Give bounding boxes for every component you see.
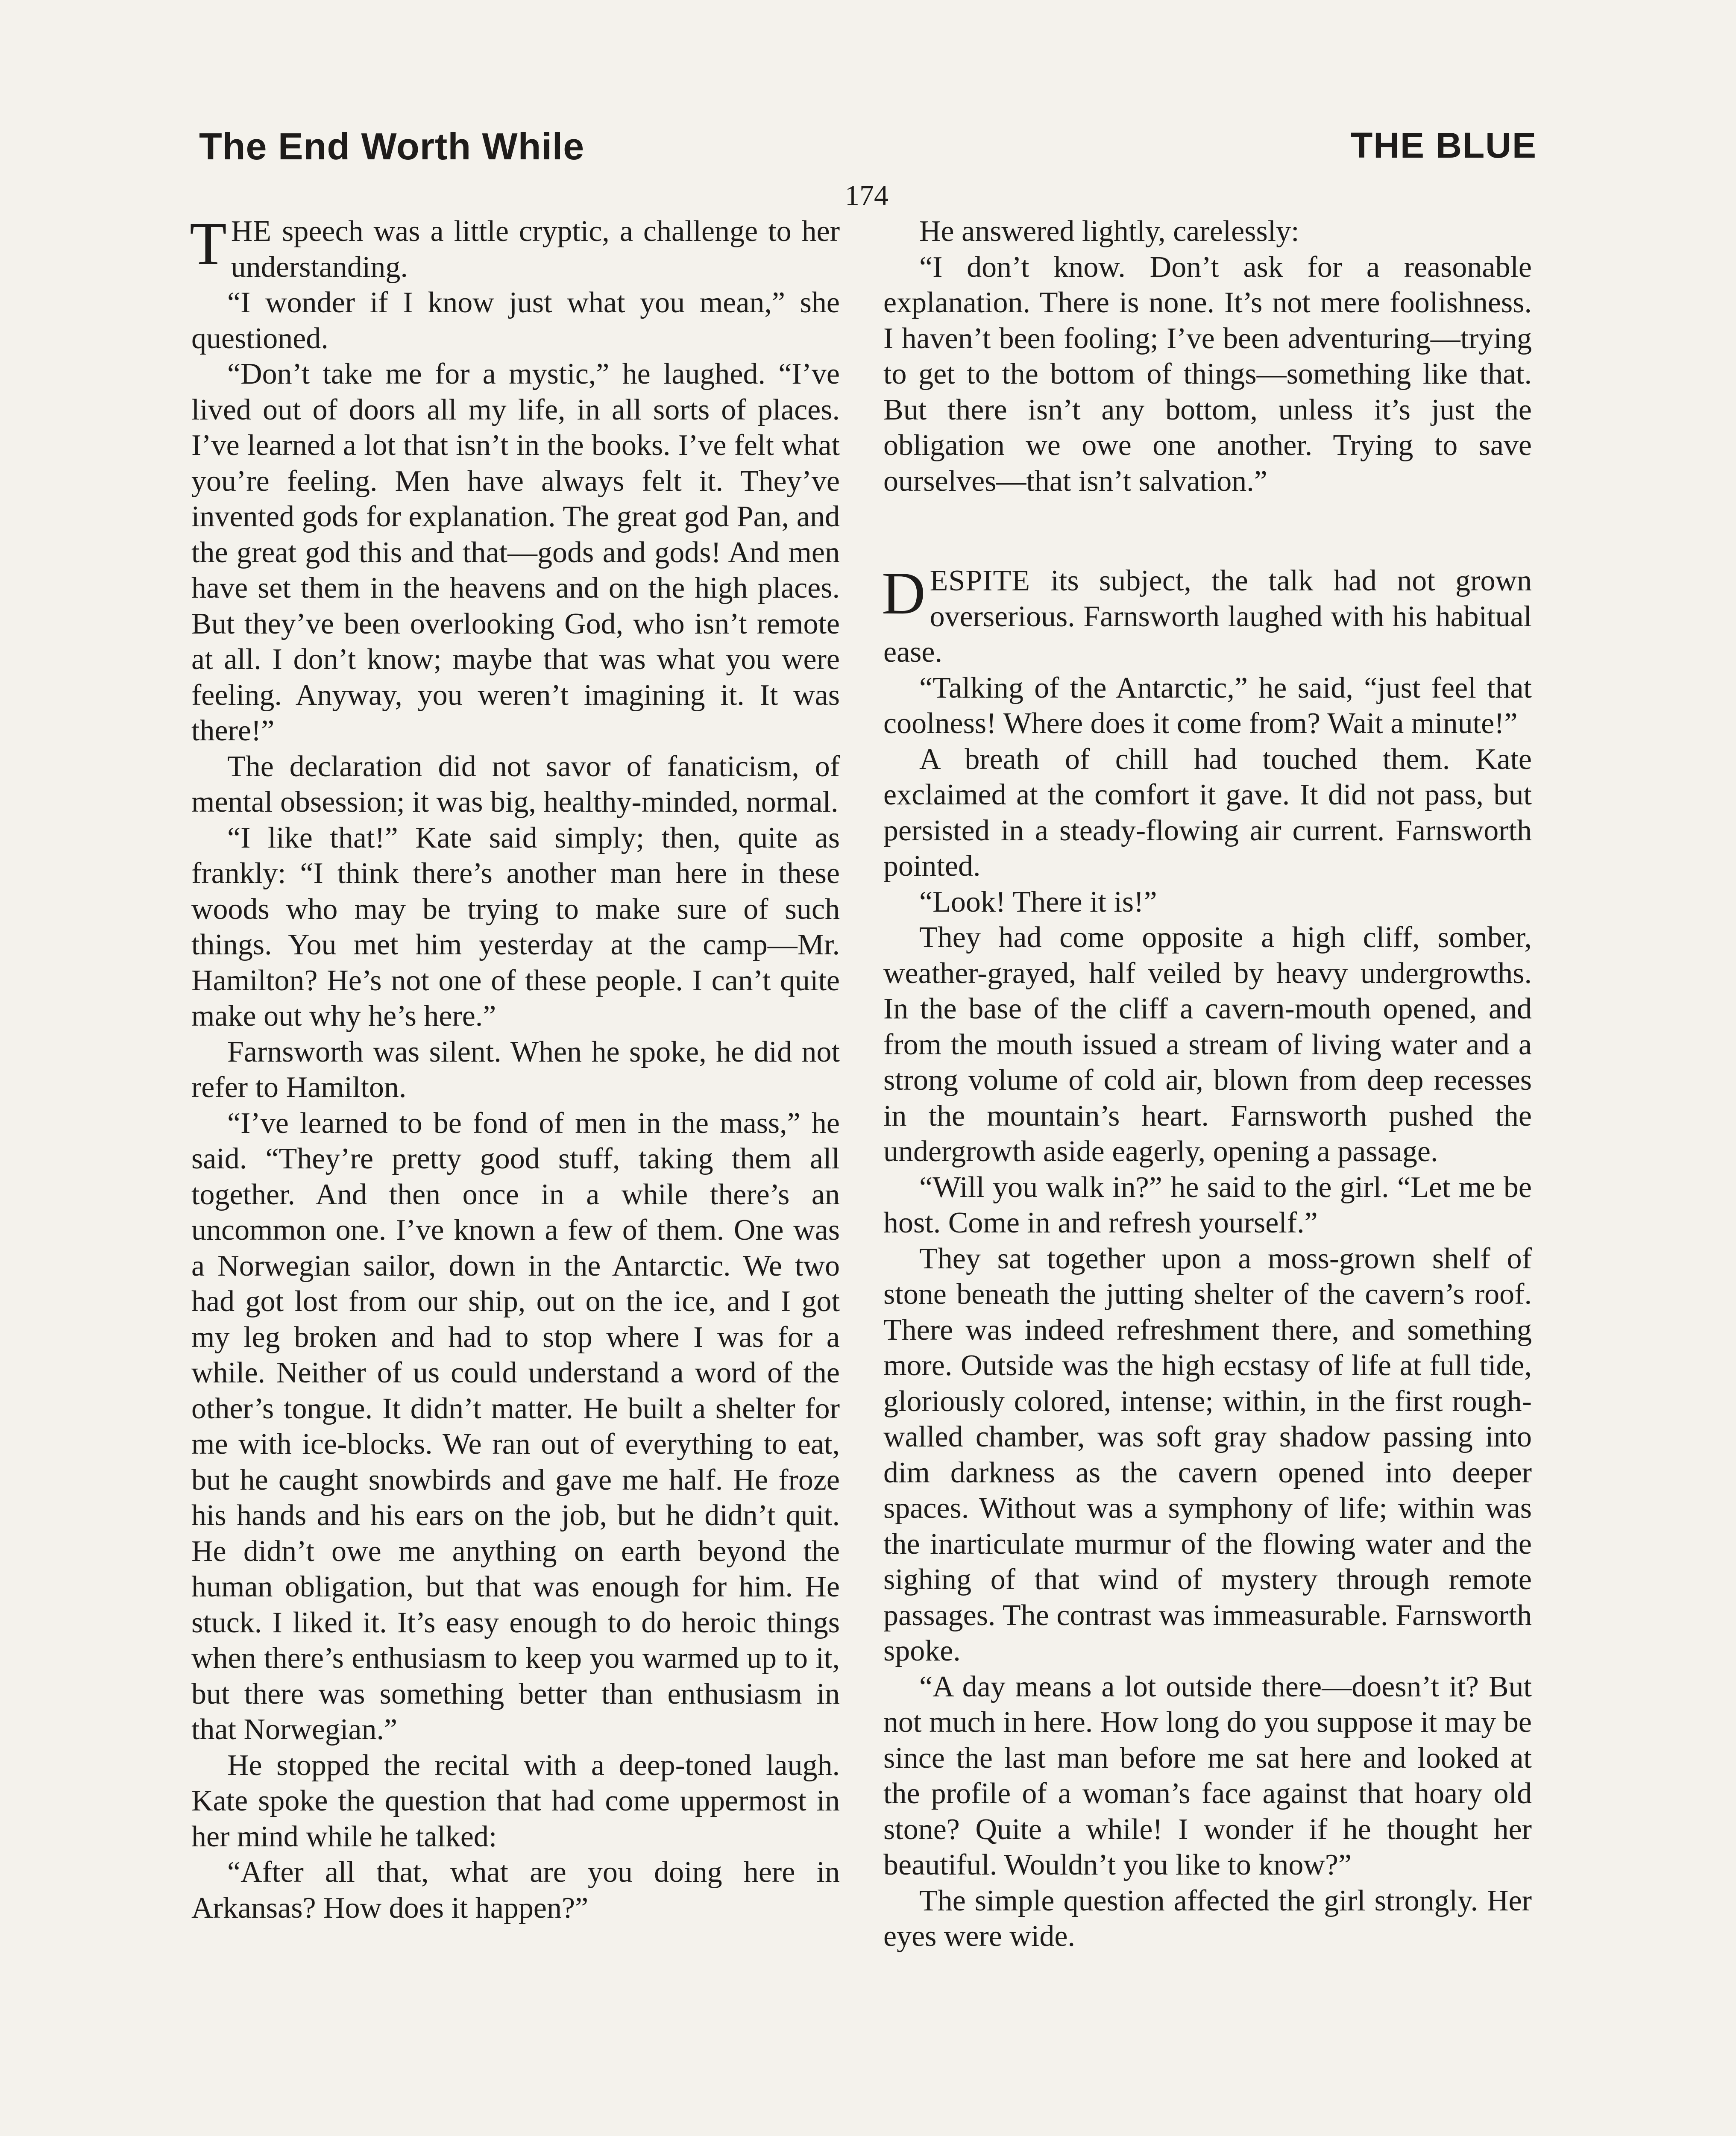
paragraph: “I like that!” Kate said simply; then, quite as frankly: “I think there’s another man here in these woods who may be trying to make sure of such things. You met him yesterday at the camp—Mr. Hamilton? He’s not one of these people. I can’t quite make out why he’s here.” bbox=[191, 821, 840, 1033]
lead-in-small-caps: HE bbox=[231, 215, 272, 248]
paragraph: “Talking of the Antarctic,” he said, “just feel that coolness! Where does it come from? Wait a minute!” bbox=[883, 671, 1532, 740]
paragraph: The declaration did not savor of fanaticism, of mental obsession; it was big, healthy-minded, normal. bbox=[191, 750, 840, 819]
paragraph: They sat together upon a moss-grown shelf of stone beneath the jutting shelter of the cavern’s roof. There was indeed refreshment there, and something more. Outside was the high ecstasy of life at full tide, gloriously colored, intense; within, in the first rough-walled chamber, was soft gray shadow passing into dim darkness as the cavern opened into deeper spaces. Without was a symphony of life; within was the inarticulate murmur of the flowing water and the sighing of that wind of mystery through remote passages. The contrast was immeasurable. Farnsworth spoke. bbox=[883, 1242, 1532, 1667]
left-column bbox=[190, 210, 840, 1926]
paragraph: The simple question affected the girl strongly. Her eyes were wide. bbox=[883, 1884, 1532, 1953]
paragraph: “Will you walk in?” he said to the girl. “Let me be host. Come in and refresh yourself.” bbox=[883, 1171, 1532, 1239]
paragraph: Farnsworth was silent. When he spoke, he did not refer to Hamilton. bbox=[191, 1035, 840, 1104]
paragraph: A breath of chill had touched them. Kate exclaimed at the comfort it gave. It did not pass, but persisted in a steady-flowing air current. Farnsworth pointed. bbox=[883, 742, 1532, 883]
paragraph: “After all that, what are you doing here in Arkansas? How does it happen?” bbox=[191, 1856, 840, 1925]
paragraph bbox=[882, 559, 1532, 670]
running-title: The End Worth While bbox=[199, 125, 585, 167]
paragraph: “A day means a lot outside there—doesn’t it? But not much in here. How long do you suppose it may be since the last man before me sat here and looked at the profile of a woman’s face against that hoary old stone? Quite a while! I wonder if he thought her beautiful. Wouldn’t you like to know?” bbox=[883, 1670, 1532, 1881]
right-column bbox=[883, 214, 1532, 1954]
drop-cap: T bbox=[190, 210, 227, 277]
paragraph: “I wonder if I know just what you mean,” she questioned. bbox=[191, 286, 840, 355]
paragraph bbox=[190, 210, 840, 285]
paragraph: They had come opposite a high cliff, somber, weather-grayed, half veiled by heavy undergrowths. In the base of the cliff a cavern-mouth opened, and from the mouth issued a stream of living water and a strong volume of cold air, blown from deep recesses in the mountain’s heart. Farnsworth pushed the undergrowth aside eagerly, opening a passage. bbox=[883, 921, 1532, 1168]
paragraph-text: its subject, the talk had not grown overserious. Farnsworth laughed with his habitual ease. bbox=[883, 564, 1532, 669]
paragraph: “Look! There it is!” bbox=[919, 885, 1157, 918]
drop-cap: D bbox=[882, 559, 926, 627]
paragraph: “I don’t know. Don’t ask for a reasonable explanation. There is none. It’s not mere foolishness. I haven’t been fooling; I’ve been adventuring—trying to get to the bottom of things—something like that. But there isn’t any bottom, unless it’s just the obligation we owe one another. Trying to save ourselves—that isn’t salvation.” bbox=[883, 250, 1532, 498]
paragraph-text: speech was a little cryptic, a challenge to her understanding. bbox=[231, 215, 840, 284]
paragraph: He answered lightly, carelessly: bbox=[919, 215, 1299, 248]
paragraph: He stopped the recital with a deep-toned laugh. Kate spoke the question that had come uppermost in her mind while he talked: bbox=[191, 1749, 840, 1853]
paragraph: “I’ve learned to be fond of men in the mass,” he said. “They’re pretty good stuff, taking them all together. And then once in a while there’s an uncommon one. I’ve known a few of them. One was a Norwegian sailor, down in the Antarctic. We two had got lost from our ship, out on the ice, and I got my leg broken and had to stop where I was for a while. Neither of us could understand a word of the other’s tongue. It didn’t matter. He built a shelter for me with ice-blocks. We ran out of everything to eat, but he caught snowbirds and gave me half. He froze his hands and his ears on the job, but he didn’t quit. He didn’t owe me anything on earth beyond the human obligation, but that was enough for him. He stuck. I liked it. It’s easy enough to do heroic things when there’s enthusiasm to keep you warmed up to it, but there was something better than enthusiasm in that Norwegian.” bbox=[191, 1106, 840, 1746]
magazine-name: THE BLUE bbox=[1351, 125, 1537, 165]
lead-in-small-caps: ESPITE bbox=[930, 564, 1031, 597]
paragraph: “Don’t take me for a mystic,” he laughed. “I’ve lived out of doors all my life, in all sorts of places. I’ve learned a lot that isn’t in the books. I’ve felt what you’re feeling. Men have always felt it. They’ve invented gods for explanation. The great god Pan, and the great god this and that—gods and gods! And men have set them in the heavens and on the high places. But they’ve been overlooking God, who isn’t remote at all. I don’t know; maybe that was what you were feeling. Anyway, you weren’t imagining it. It was there!” bbox=[191, 358, 840, 747]
page-number: 174 bbox=[845, 179, 889, 211]
